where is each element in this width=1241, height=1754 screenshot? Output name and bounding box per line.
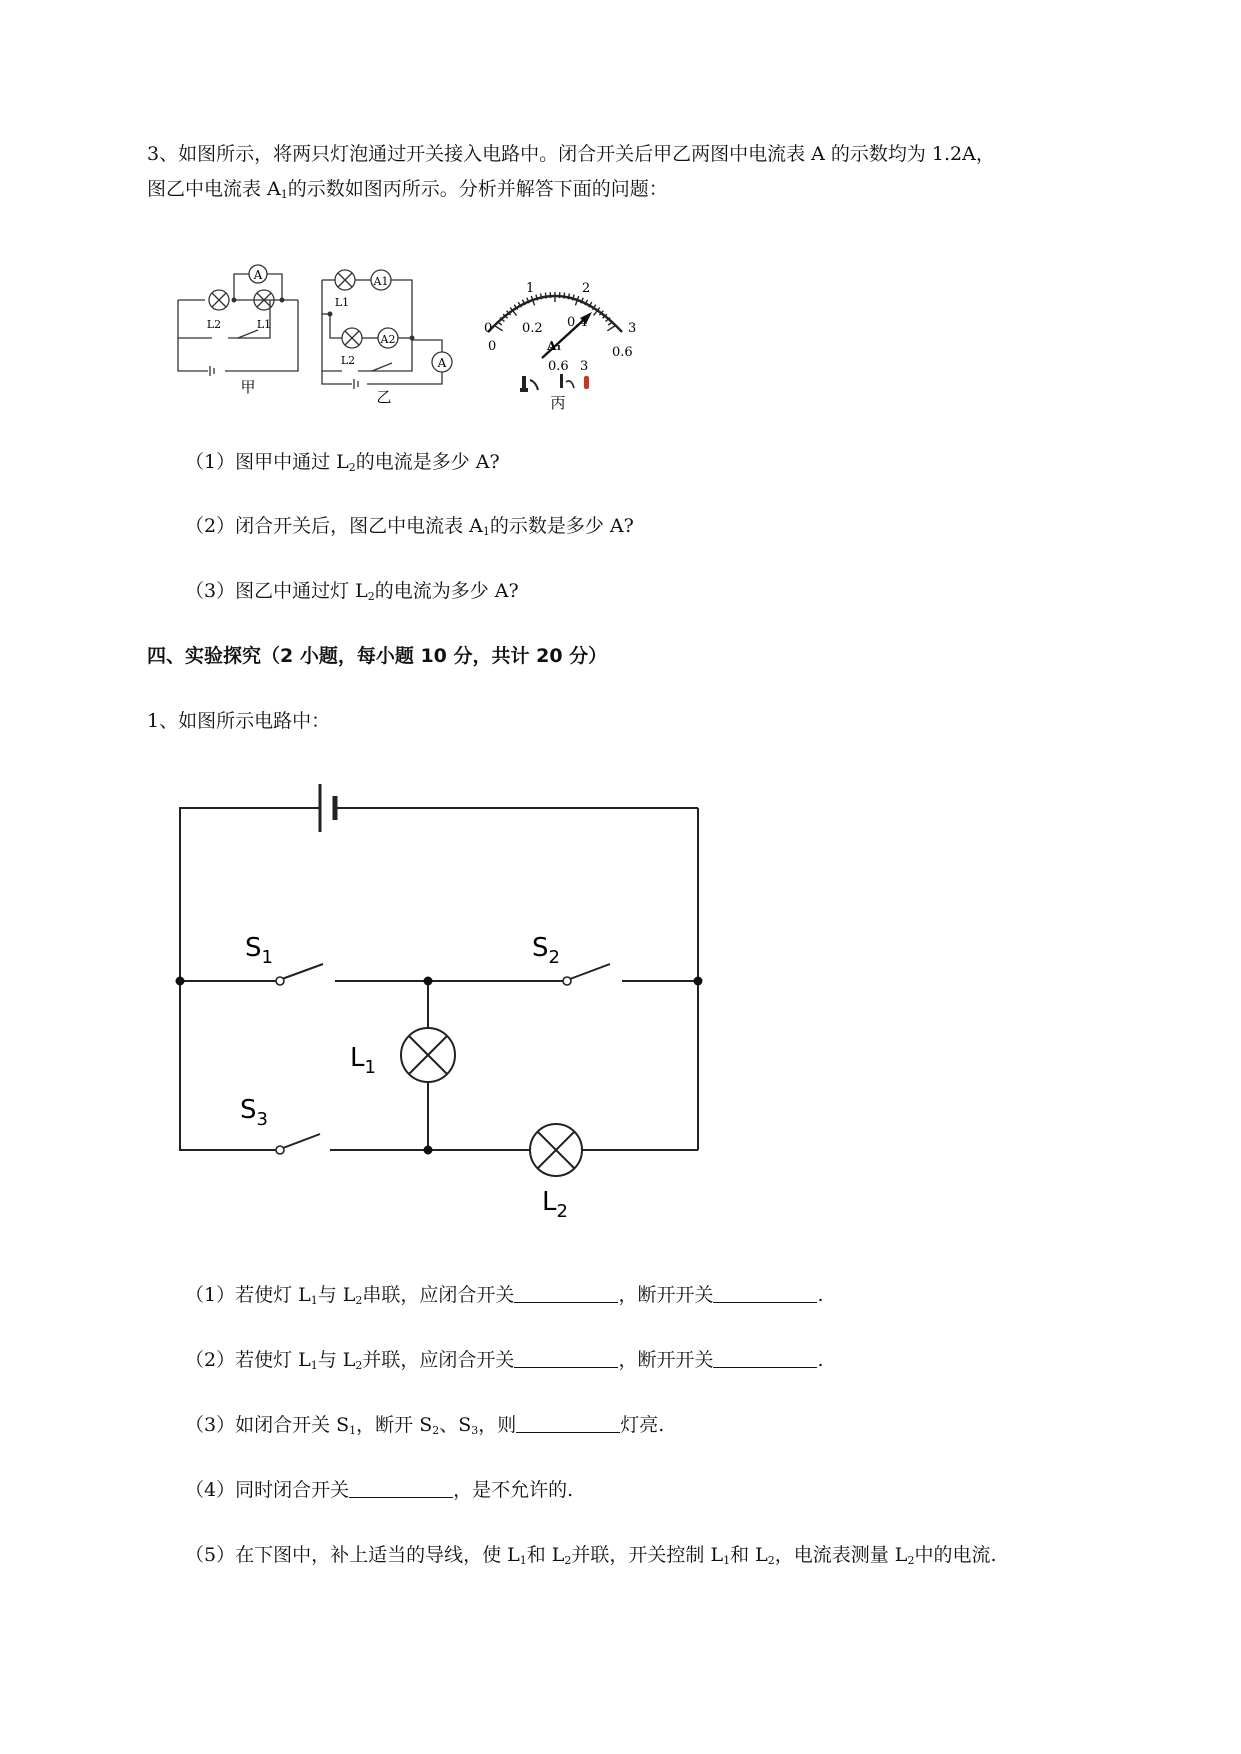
- dial-terminals-icon: [520, 374, 589, 392]
- q3-sub1: [185, 448, 500, 482]
- switch-s2-label: $S_2$: [532, 933, 560, 968]
- blank-close-series[interactable]: [514, 1284, 618, 1303]
- section4-heading: 四、实验探究（2 小题，每小题 10 分，共计 20 分）: [147, 645, 608, 667]
- dial-inner-02: 0.2: [522, 321, 543, 336]
- dial-inner-06: 0.6: [612, 345, 633, 360]
- blank-open-parallel[interactable]: [713, 1349, 817, 1368]
- q3-sub3-sub: 2: [367, 590, 375, 603]
- yi-ammeter-a2-label: A2: [380, 333, 396, 346]
- q4-1-p3: （3）如闭合开关 $S_1$，断开 $S_2$、$S_3$，则 灯亮.: [185, 1414, 665, 1437]
- q3-sub3-post: 的电流为多少 A?: [374, 580, 519, 602]
- jia-lamp-l2-label: L2: [206, 318, 222, 331]
- switch-s1-label: $S_1$: [245, 933, 273, 968]
- dial-inner-04: 0.4: [567, 315, 588, 330]
- dial-tick: [607, 325, 616, 330]
- q4-1-p5: （5）在下图中，补上适当的导线，使 $L_1$和 $L_2$并联，开关控制 $L_1$和 $L_2$，电流表测量 $L_2$中的电流.: [185, 1544, 997, 1567]
- yi-ammeter-a1-label: A1: [373, 275, 389, 288]
- dial-outer-0: 0: [484, 321, 493, 336]
- lamp-l1-label: $L_1$: [350, 1043, 376, 1078]
- yi-ammeter-main-label: A: [437, 356, 447, 370]
- dial-outer-3: 3: [628, 321, 637, 336]
- circuit-diagram: [170, 770, 710, 1220]
- dial-meter-label: A₁: [547, 339, 562, 353]
- blank-forbidden-switches[interactable]: [349, 1479, 453, 1498]
- dial-terminal-06: 0.6: [548, 359, 569, 374]
- q3-line2: [147, 175, 668, 209]
- q3-line2-pre: 图乙中电流表 A: [147, 178, 281, 200]
- q3-sub3: [185, 577, 519, 611]
- q3-sub2: [185, 512, 634, 546]
- dial-tick: [494, 325, 503, 330]
- dial-terminal-3: 3: [580, 359, 589, 374]
- jia-ammeter-label: A: [253, 268, 263, 282]
- lamp-l2-label: $L_2$: [542, 1187, 568, 1222]
- jia-lamp-l1-label: L1: [256, 318, 272, 331]
- yi-lamp-l1-label: L1: [334, 296, 350, 309]
- q3-sub1-post: 的电流是多少 A?: [355, 451, 500, 473]
- q4-1-p4: （4）同时闭合开关 ，是不允许的.: [185, 1479, 574, 1501]
- q3-sub3-pre: （3）图乙中通过灯 L: [185, 580, 368, 602]
- figure-jia: [170, 256, 310, 396]
- q3-line1: 3、如图所示，将两只灯泡通过开关接入电路中。闭合开关后甲乙两图中电流表 A 的示数均为 1.2A，: [147, 143, 995, 165]
- figure-yi: [312, 266, 462, 406]
- q3-sub1-pre: （1）图甲中通过 L: [185, 451, 349, 473]
- dial-inner-0: 0: [488, 339, 497, 354]
- q3-line2-sub: 1: [280, 188, 288, 201]
- q3-line2-post: 的示数如图丙所示。分析并解答下面的问题：: [287, 178, 668, 200]
- bing-caption: 丙: [550, 394, 566, 412]
- q4-1-p1: （1）若使灯 $L_1$与 $L_2$串联，应闭合开关 ，断开开关 .: [185, 1284, 824, 1307]
- dial-outer-2: 2: [582, 281, 591, 296]
- jia-caption: 甲: [240, 378, 256, 396]
- q3-sub2-pre: （2）闭合开关后，图乙中电流表 A: [185, 515, 483, 537]
- figure-bing: [470, 270, 640, 410]
- blank-lamp-on[interactable]: [516, 1414, 620, 1433]
- q3-sub2-post: 的示数是多少 A?: [489, 515, 634, 537]
- yi-caption: 乙: [376, 388, 392, 406]
- yi-lamp-l2-label: L2: [340, 354, 356, 367]
- blank-close-parallel[interactable]: [514, 1349, 618, 1368]
- q3-sub2-sub: 1: [482, 525, 490, 538]
- blank-open-series[interactable]: [713, 1284, 817, 1303]
- q3-sub1-sub: 2: [348, 461, 356, 474]
- q4-1-intro: 1、如图所示电路中：: [147, 710, 331, 732]
- switch-s3-label: $S_3$: [240, 1095, 268, 1130]
- dial-outer-1: 1: [526, 281, 535, 296]
- q4-1-p2: （2）若使灯 $L_1$与 $L_2$并联，应闭合开关 ，断开开关 .: [185, 1349, 824, 1372]
